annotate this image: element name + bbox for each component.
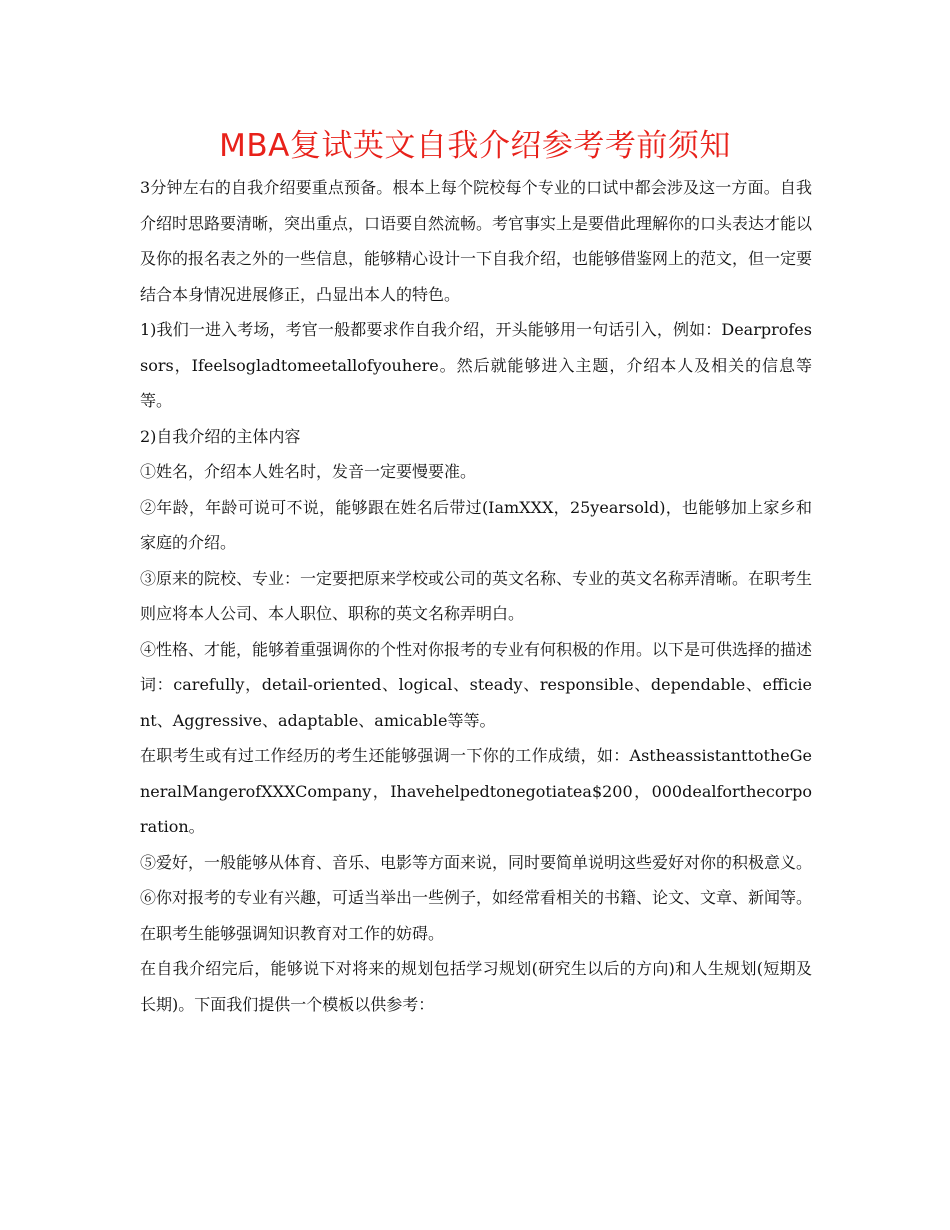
paragraph-work-achievements: 在职考生或有过工作经历的考生还能够强调一下你的工作成绩，如：AstheassistanttotheGeneralMangerofXXXCompany，Ihavehelpedtonegotiatea$200，000dealforthecorporation。 — [140, 746, 812, 836]
paragraph-school-major: ③原来的院校、专业：一定要把原来学校或公司的英文名称、专业的英文名称弄清晰。在职考生则应将本人公司、本人职位、职称的英文名称弄明白。 — [140, 568, 813, 623]
paragraph-interest: ⑥你对报考的专业有兴趣，可适当举出一些例子，如经常看相关的书籍、论文、文章、新闻等。在职考生能够强调知识教育对工作的妨碍。 — [140, 888, 813, 943]
paragraph-hobbies: ⑤爱好，一般能够从体育、音乐、电影等方面来说，同时要简单说明这些爱好对你的积极意义。 — [140, 852, 813, 872]
paragraph-name: ①姓名，介绍本人姓名时，发音一定要慢要准。 — [140, 462, 477, 481]
paragraph-future-plan: 在自我介绍完后，能够说下对将来的规划包括学习规划(研究生以后的方向)和人生规划(短期及长期)。下面我们提供一个模板以供参考： — [140, 959, 812, 1014]
page-title: MBA复试英文自我介绍参考考前须知 — [219, 128, 731, 164]
paragraph-age: ②年龄，年龄可说可不说，能够跟在姓名后带过(IamXXX，25yearsold)，也能够加上家乡和家庭的介绍。 — [140, 497, 812, 552]
paragraph-main-content-heading: 2)自我介绍的主体内容 — [140, 426, 301, 446]
document-body — [140, 170, 812, 1022]
paragraph-personality: ④性格、才能，能够着重强调你的个性对你报考的专业有何积极的作用。以下是可供选择的描述词：carefully，detail-oriented、logical、steady、responsible、dependable、efficient、Aggressive、adaptable、amicable等等。 — [140, 639, 813, 730]
paragraph-intro: 3分钟左右的自我介绍要重点预备。根本上每个院校每个专业的口试中都会涉及这一方面。自我介绍时思路要清晰，突出重点，口语要自然流畅。考官事实上是要借此理解你的口头表达才能以及你的报名表之外的一些信息，能够精心设计一下自我介绍，也能够借鉴网上的范文，但一定要结合本身情况进展修正，凸显出本人的特色。 — [140, 178, 813, 304]
paragraph-opening: 1)我们一进入考场，考官一般都要求作自我介绍，开头能够用一句话引入，例如：Dearprofessors，Ifeelsogladtomeetallofyouhere。然后就能够进入主题，介绍本人及相关的信息等等。 — [140, 320, 812, 410]
